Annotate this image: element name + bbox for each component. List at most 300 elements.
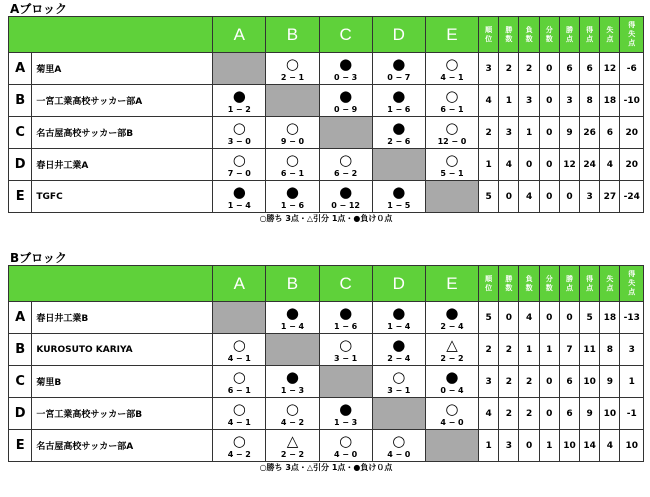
score-against: 1 — [457, 72, 464, 82]
score — [266, 73, 318, 82]
score-for: 2 — [440, 353, 446, 363]
result-mark: △ — [286, 431, 299, 450]
stat-cell: 2 — [499, 53, 519, 85]
result-mark: ○ — [285, 54, 299, 73]
header-row — [9, 266, 644, 302]
score-against: 4 — [404, 353, 411, 363]
result-mark: ○ — [232, 118, 246, 137]
score — [426, 137, 478, 146]
stat-cell: -1 — [620, 398, 644, 430]
score-for: 4 — [387, 449, 393, 459]
score — [426, 73, 478, 82]
score — [373, 201, 425, 210]
self-match-cell — [372, 398, 425, 430]
stat-cell: 5 — [479, 302, 499, 334]
score — [320, 73, 372, 82]
result-mark: ○ — [339, 335, 353, 354]
row-label: B — [9, 85, 32, 117]
score-for: 0 — [440, 385, 446, 395]
score-against: 6 — [404, 104, 411, 114]
column-header-e: E — [425, 266, 478, 302]
result-cell — [213, 181, 266, 213]
result-mark: ○ — [232, 431, 246, 450]
stat-cell: 10 — [580, 366, 600, 398]
score-dash: − — [395, 104, 403, 114]
score — [320, 418, 372, 427]
stat-header: 分 数 — [539, 17, 559, 53]
result-mark: ● — [392, 54, 406, 73]
score-for: 0 — [334, 72, 340, 82]
score — [213, 169, 265, 178]
result-cell — [372, 334, 425, 366]
score-for: 7 — [227, 168, 234, 178]
score-against: 2 — [245, 449, 251, 459]
score-for: 9 — [280, 136, 287, 146]
score-dash: − — [235, 200, 243, 210]
result-cell — [372, 366, 425, 398]
score-dash: − — [235, 417, 243, 427]
row-label: A — [9, 53, 32, 85]
score-against: 1 — [404, 385, 411, 395]
score-for: 12 — [437, 136, 449, 146]
result-cell — [425, 366, 478, 398]
stat-cell: 12 — [600, 53, 620, 85]
stat-cell: -6 — [620, 53, 644, 85]
team-name: 一宮工業高校サッカー部A — [32, 85, 213, 117]
score — [266, 450, 318, 459]
score — [320, 354, 372, 363]
stat-cell: 0 — [539, 366, 559, 398]
stat-cell: 3 — [620, 334, 644, 366]
stat-cell: 6 — [600, 117, 620, 149]
stat-cell: 3 — [519, 85, 539, 117]
result-mark: ● — [339, 399, 353, 418]
column-header-a: A — [213, 266, 266, 302]
score-against: 3 — [351, 72, 358, 82]
stat-cell: 27 — [600, 181, 620, 213]
score — [266, 137, 318, 146]
column-header-d: D — [372, 17, 425, 53]
score-against: 5 — [404, 200, 411, 210]
result-mark: ○ — [285, 118, 299, 137]
score-dash: − — [235, 353, 243, 363]
score — [373, 73, 425, 82]
score-for: 3 — [334, 353, 340, 363]
stat-cell: 26 — [580, 117, 600, 149]
score-against: 0 — [404, 449, 411, 459]
stat-cell: 5 — [580, 302, 600, 334]
stat-header: 勝 数 — [499, 17, 519, 53]
result-cell — [213, 149, 266, 181]
result-mark: △ — [446, 335, 458, 354]
stat-header: 順 位 — [479, 266, 499, 302]
stat-cell: -13 — [620, 302, 644, 334]
score-dash: − — [235, 168, 243, 178]
stat-cell: 2 — [519, 398, 539, 430]
stat-cell: 2 — [519, 53, 539, 85]
team-row — [9, 302, 644, 334]
score — [213, 137, 265, 146]
score-against: 4 — [457, 321, 464, 331]
stat-cell: 4 — [600, 430, 620, 462]
stat-cell: 0 — [539, 85, 559, 117]
result-cell — [372, 181, 425, 213]
stat-header: 負 数 — [519, 266, 539, 302]
result-mark: ○ — [232, 150, 246, 169]
score-for: 6 — [280, 168, 287, 178]
score — [266, 169, 318, 178]
score-for: 3 — [227, 136, 234, 146]
score — [426, 105, 478, 114]
score-for: 6 — [334, 168, 340, 178]
score-for: 4 — [227, 353, 234, 363]
result-mark: ● — [339, 54, 353, 73]
row-label: B — [9, 334, 32, 366]
score-for: 1 — [334, 321, 340, 331]
result-cell — [213, 85, 266, 117]
team-row — [9, 53, 644, 85]
stat-cell: 1 — [519, 334, 539, 366]
stat-header: 順 位 — [479, 17, 499, 53]
stat-cell: 18 — [600, 302, 620, 334]
stat-cell: 3 — [559, 85, 579, 117]
stat-cell: 8 — [580, 85, 600, 117]
block-title: Aブロック — [10, 2, 68, 16]
score-for: 0 — [334, 104, 340, 114]
score-for: 2 — [387, 353, 393, 363]
result-cell — [425, 85, 478, 117]
stat-cell: 3 — [499, 430, 519, 462]
score-against: 1 — [457, 104, 464, 114]
stat-header: 勝 数 — [499, 266, 519, 302]
score-for: 4 — [227, 449, 234, 459]
self-match-cell — [213, 302, 266, 334]
score-for: 4 — [440, 72, 446, 82]
score-against: 0 — [298, 136, 305, 146]
stat-cell: 0 — [539, 53, 559, 85]
team-name: KUROSUTO KARIYA — [32, 334, 213, 366]
result-mark: ● — [339, 303, 353, 322]
row-label: E — [9, 181, 32, 213]
result-cell — [213, 334, 266, 366]
score-for: 2 — [440, 321, 446, 331]
stat-cell: 5 — [479, 181, 499, 213]
result-cell — [266, 366, 319, 398]
score-for: 4 — [227, 417, 234, 427]
result-mark: ○ — [339, 431, 353, 450]
result-cell — [425, 334, 478, 366]
block-title: Bブロック — [10, 251, 67, 265]
row-label: D — [9, 398, 32, 430]
result-cell — [319, 302, 372, 334]
stat-cell: 9 — [600, 366, 620, 398]
stat-cell: 9 — [559, 117, 579, 149]
row-label: C — [9, 366, 32, 398]
result-cell — [266, 302, 319, 334]
score — [213, 201, 265, 210]
stat-cell: 11 — [580, 334, 600, 366]
score-for: 1 — [387, 200, 393, 210]
score-against: 2 — [351, 168, 358, 178]
stat-cell: 0 — [539, 398, 559, 430]
result-cell — [319, 85, 372, 117]
score-for: 6 — [440, 104, 446, 114]
score — [320, 201, 372, 210]
score-for: 2 — [280, 72, 287, 82]
row-label: C — [9, 117, 32, 149]
score — [213, 386, 265, 395]
team-row — [9, 181, 644, 213]
stat-cell: -10 — [620, 85, 644, 117]
stat-cell: 3 — [580, 181, 600, 213]
score-dash: − — [451, 136, 459, 146]
column-header-b: B — [266, 266, 319, 302]
score — [426, 418, 478, 427]
self-match-cell — [213, 53, 266, 85]
result-mark: ● — [339, 86, 353, 105]
column-header-e: E — [425, 17, 478, 53]
score-for: 4 — [280, 417, 287, 427]
row-label: E — [9, 430, 32, 462]
stat-cell: 9 — [580, 398, 600, 430]
result-mark: ● — [285, 367, 299, 386]
result-mark: ● — [392, 303, 406, 322]
header-corner — [9, 266, 213, 302]
stat-cell: 0 — [539, 117, 559, 149]
score-dash: − — [395, 449, 403, 459]
score-against: 1 — [245, 353, 251, 363]
result-cell — [425, 302, 478, 334]
score-against: 0 — [351, 449, 358, 459]
score — [320, 450, 372, 459]
score-dash: − — [289, 200, 296, 210]
stat-cell: 0 — [539, 302, 559, 334]
stat-cell: 0 — [499, 302, 519, 334]
score-dash: − — [395, 385, 403, 395]
score — [266, 201, 318, 210]
result-mark: ● — [392, 118, 406, 137]
stat-cell: 1 — [519, 117, 539, 149]
stat-cell: 0 — [519, 149, 539, 181]
team-row — [9, 398, 644, 430]
result-mark: ● — [285, 303, 299, 322]
legend: ○勝ち 3点・△引分 1点・●負け０点 — [259, 214, 393, 223]
legend: ○勝ち 3点・△引分 1点・●負け０点 — [259, 463, 393, 472]
score-for: 0 — [331, 200, 337, 210]
score-against: 6 — [298, 200, 305, 210]
team-row — [9, 85, 644, 117]
stat-cell: 2 — [479, 117, 499, 149]
score-against: 6 — [404, 136, 411, 146]
score-dash: − — [342, 168, 349, 178]
score — [213, 418, 265, 427]
stat-cell: 1 — [620, 366, 644, 398]
result-cell — [372, 430, 425, 462]
score — [266, 322, 318, 331]
score-dash: − — [448, 168, 456, 178]
score — [320, 105, 372, 114]
score-for: 1 — [280, 385, 287, 395]
score-dash: − — [289, 417, 296, 427]
score-dash: − — [289, 385, 296, 395]
score-against: 2 — [298, 417, 305, 427]
stat-cell: 1 — [479, 149, 499, 181]
score — [320, 169, 372, 178]
score-dash: − — [448, 104, 456, 114]
result-mark: ○ — [445, 86, 459, 105]
result-mark: ○ — [339, 150, 353, 169]
score-dash: − — [448, 72, 456, 82]
stat-cell: 2 — [479, 334, 499, 366]
self-match-cell — [425, 430, 478, 462]
stat-cell: 3 — [479, 53, 499, 85]
result-cell — [319, 334, 372, 366]
score-against: 7 — [404, 72, 411, 82]
score-dash: − — [339, 200, 347, 210]
team-row — [9, 334, 644, 366]
result-cell — [266, 398, 319, 430]
score-dash: − — [235, 104, 243, 114]
result-cell — [266, 117, 319, 149]
stat-cell: 10 — [620, 430, 644, 462]
team-row — [9, 117, 644, 149]
result-mark: ● — [232, 86, 246, 105]
score-dash: − — [289, 321, 296, 331]
result-mark: ● — [232, 182, 246, 201]
score — [426, 354, 478, 363]
team-name: 菊里B — [32, 366, 213, 398]
result-cell — [372, 117, 425, 149]
stat-cell: 6 — [559, 366, 579, 398]
result-cell — [372, 302, 425, 334]
stat-header: 得 点 — [580, 266, 600, 302]
score-dash: − — [235, 136, 243, 146]
result-cell — [319, 398, 372, 430]
column-header-b: B — [266, 17, 319, 53]
column-header-c: C — [319, 17, 372, 53]
stat-cell: 14 — [580, 430, 600, 462]
result-cell — [266, 53, 319, 85]
result-cell — [266, 149, 319, 181]
stat-header: 得 点 — [580, 17, 600, 53]
stat-cell: 1 — [499, 85, 519, 117]
result-cell — [266, 181, 319, 213]
stat-cell: 6 — [559, 398, 579, 430]
stat-cell: 3 — [499, 117, 519, 149]
score — [266, 418, 318, 427]
score — [373, 322, 425, 331]
result-mark: ● — [339, 182, 353, 201]
stat-cell: 2 — [519, 366, 539, 398]
self-match-cell — [425, 181, 478, 213]
score-against: 1 — [245, 385, 251, 395]
result-mark: ○ — [445, 150, 459, 169]
result-mark: ○ — [445, 399, 459, 418]
score-against: 1 — [457, 168, 464, 178]
score — [426, 169, 478, 178]
score-dash: − — [289, 168, 296, 178]
self-match-cell — [266, 334, 319, 366]
result-mark: ● — [392, 335, 406, 354]
score — [320, 322, 372, 331]
stat-cell: 1 — [539, 430, 559, 462]
score — [373, 105, 425, 114]
row-label: D — [9, 149, 32, 181]
result-mark: ● — [392, 182, 406, 201]
result-cell — [425, 149, 478, 181]
team-name: TGFC — [32, 181, 213, 213]
score-against: 3 — [351, 417, 358, 427]
team-name: 名古屋高校サッカー部A — [32, 430, 213, 462]
score-against: 1 — [298, 168, 305, 178]
result-cell — [213, 430, 266, 462]
score-against: 1 — [298, 72, 305, 82]
stat-cell: 10 — [600, 398, 620, 430]
score-for: 1 — [227, 200, 234, 210]
score-for: 1 — [280, 321, 287, 331]
score-dash: − — [342, 449, 349, 459]
header-row — [9, 17, 644, 53]
score-against: 0 — [457, 417, 464, 427]
score — [266, 386, 318, 395]
score-against: 12 — [348, 200, 360, 210]
score-for: 2 — [387, 136, 393, 146]
stat-cell: -24 — [620, 181, 644, 213]
score — [373, 354, 425, 363]
result-mark: ● — [445, 367, 459, 386]
result-mark: ● — [392, 86, 406, 105]
standings-table — [8, 265, 644, 462]
score-for: 2 — [280, 449, 287, 459]
stat-cell: 0 — [519, 430, 539, 462]
score-for: 1 — [227, 104, 234, 114]
score-against: 1 — [351, 353, 358, 363]
stat-cell: 12 — [559, 149, 579, 181]
team-name: 一宮工業高校サッカー部B — [32, 398, 213, 430]
block-b — [8, 251, 644, 474]
stat-cell: 24 — [580, 149, 600, 181]
result-cell — [425, 117, 478, 149]
result-cell — [213, 398, 266, 430]
stat-cell: 18 — [600, 85, 620, 117]
stat-header: 失 点 — [600, 17, 620, 53]
score-against: 4 — [298, 321, 305, 331]
score-for: 4 — [440, 417, 446, 427]
score-dash: − — [448, 417, 456, 427]
score-against: 2 — [245, 104, 251, 114]
stat-cell: 2 — [499, 366, 519, 398]
stat-cell: 2 — [499, 398, 519, 430]
result-cell — [372, 53, 425, 85]
stat-header: 勝 点 — [559, 266, 579, 302]
team-row — [9, 366, 644, 398]
self-match-cell — [266, 85, 319, 117]
stat-cell: 0 — [559, 181, 579, 213]
result-mark: ● — [285, 182, 299, 201]
result-mark: ○ — [232, 399, 246, 418]
score-dash: − — [342, 417, 349, 427]
block-a — [8, 2, 644, 225]
stat-header: 得 失 点 — [620, 17, 644, 53]
score-dash: − — [289, 72, 296, 82]
result-cell — [213, 117, 266, 149]
score-against: 0 — [245, 168, 251, 178]
stat-cell: 20 — [620, 117, 644, 149]
score-dash: − — [395, 353, 403, 363]
score-dash: − — [289, 449, 296, 459]
stat-cell: 4 — [499, 149, 519, 181]
result-cell — [425, 398, 478, 430]
